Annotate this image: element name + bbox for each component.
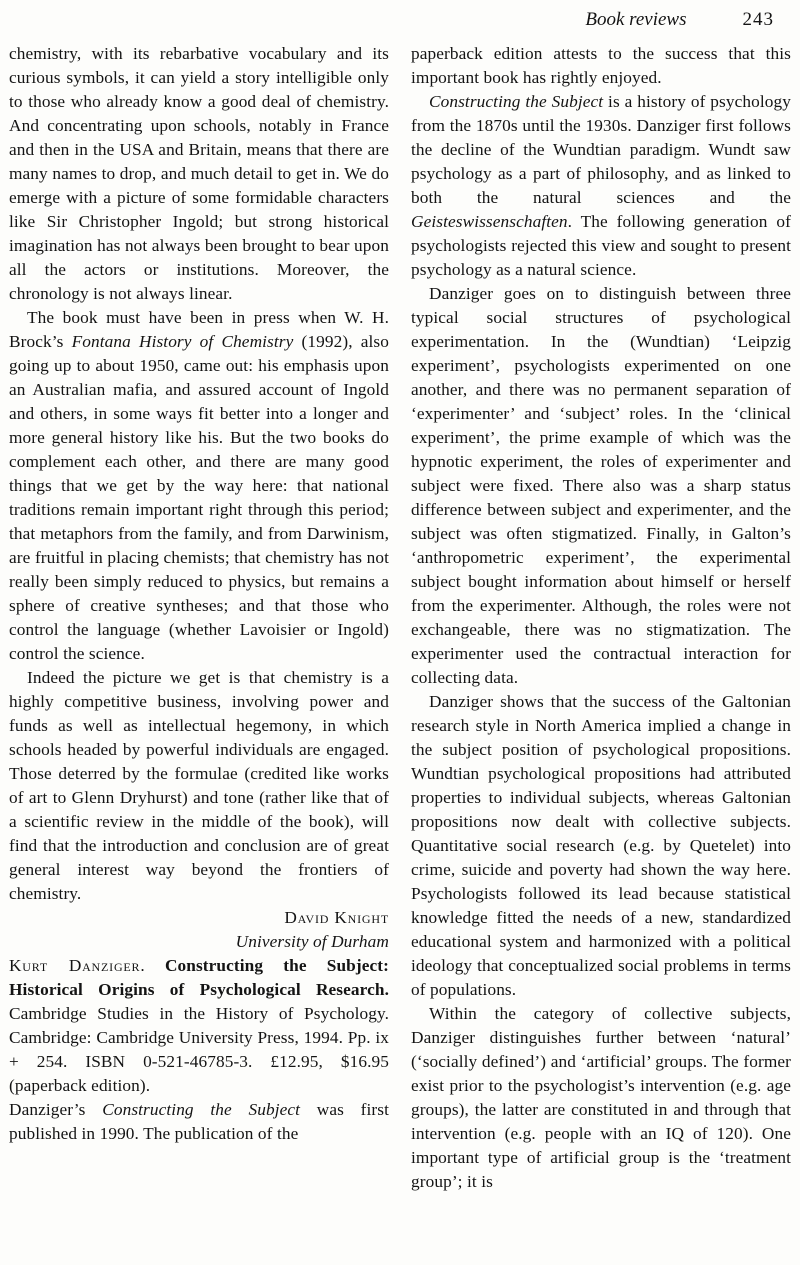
paragraph (411, 1002, 791, 1194)
review-signature (9, 906, 389, 954)
book-citation-heading (9, 954, 389, 1098)
paragraph (411, 690, 791, 1002)
paragraph (9, 306, 389, 666)
page-number: 243 (742, 9, 774, 30)
text-segment: Cambridge Studies in the History of Psychology. Cambridge: Cambridge University Press, 1994. Pp. ix + 254. ISBN 0-521-46785-3. £12.95, $16.95 (paperback edition). (9, 1004, 389, 1095)
text-segment: Within the category of collective subjects, Danziger distinguishes further between ‘natural’ (‘socially defined’) and ‘artificial’ groups. The former exist prior to the psychologist’s intervention (e.g. age groups), the latter are constituted in and through that intervention (e.g. people with an IQ of 120). One important type of artificial group is the ‘treatment group’; it is (411, 1004, 791, 1191)
text-segment: was first published in 1990. The publication of the (9, 1100, 390, 1143)
reviewer-affiliation: University of Durham (235, 932, 389, 951)
two-column-text (9, 42, 790, 1194)
text-segment: Indeed the picture we get is that chemistry is a highly competitive business, involving power and funds as well as intellectual hegemony, in which schools headed by powerful individuals are engaged. Those deterred by the formulae (credited like works of art to Glenn Dryhurst) and tone (rather like that of a scientific review in the middle of the book), will find that the introduction and conclusion are of great general interest way beyond the frontiers of chemistry. (9, 668, 389, 903)
text-segment: Danziger goes on to distinguish between three typical social structures of psychological experimentation. In the (Wundtian) ‘Leipzig experiment’, psychologists experimented on one another, and there was no permanent separation of ‘experimenter’ and ‘subject’ roles. In the ‘clinical experiment’, the prime example of which was the hypnotic experiment, the roles of experimenter and subject were fixed. There also was a sharp status difference between subject and experimenter, and the subject was often stigmatized. Finally, in Galton’s ‘anthropometric experiment’, the experimental subject bought information about himself or herself from the experimenter. Although, the roles were not exchangeable, there was no stigmatization. The experimenter used the contractual interaction for collecting data. (411, 284, 791, 687)
paragraph (9, 1098, 389, 1146)
text-segment: chemistry, with its rebarbative vocabulary and its curious symbols, it can yield a story intelligible only to those who already know a good deal of chemistry. And concentrating upon schools, notably in France and then in the USA and Britain, means that there are many names to drop, and much detail to get in. We do emerge with a picture of some formidable characters like Sir Christopher Ingold; but strong historical imagination has not always been brought to bear upon all the actors or institutions. Moreover, the chronology is not always linear. (9, 44, 389, 303)
text-segment: Danziger shows that the success of the Galtonian research style in North America implied a change in the subject position of psychological propositions. Wundtian psychological propositions had attributed properties to individual subjects, whereas Galtonian propositions now dealt with collective subjects. Quantitative social research (e.g. by Quetelet) into crime, suicide and poverty had shown the way here. Psychologists followed its lead because statistical knowledge fitted the needs of a new, standardized educational system and harmonized with a political ideology that conceptualized social problems in terms of populations. (411, 692, 791, 999)
text-segment: Constructing the Subject (429, 92, 604, 111)
running-head-title: Book reviews (585, 9, 687, 30)
text-segment: . The following generation of psychologists rejected this view and sought to present psychology as a natural science. (411, 212, 791, 279)
paragraph-continuation (9, 42, 389, 306)
text-segment: Geisteswissenschaften (411, 212, 568, 231)
text-segment: paperback edition attests to the success that this important book has rightly enjoyed. (411, 44, 791, 87)
left-column (9, 42, 389, 1194)
text-segment: Danziger’s (9, 1100, 103, 1119)
paragraph (411, 90, 791, 282)
text-segment: Constructing the Subject (102, 1100, 301, 1119)
paragraph (9, 666, 389, 906)
text-segment: (1992), also going up to about 1950, came out: his emphasis upon an Australian mafia, and assured account of Ingold and others, in some ways fit better into a longer and more general history like his. But the two books do complement each other, and there are many good things that we get by the way here: that national traditions remain important right through this period; that metaphors from the family, and from Darwinism, are fruitful in placing chemists; that chemistry has not really been simply reduced to physics, but remains a sphere of creative syntheses; and that those who control the language (whether Lavoisier or Ingold) control the science. (9, 332, 389, 663)
text-segment: The book must have been in press when W. H. Brock’s (9, 308, 389, 351)
paragraph (411, 282, 791, 690)
right-column (411, 42, 791, 1194)
text-segment: Constructing the Subject: Historical Origins of Psychological Research. (9, 956, 389, 999)
paragraph-continuation (411, 42, 791, 90)
text-segment: Fontana History of Chemistry (71, 332, 294, 351)
reviewer-name: David Knight (284, 908, 389, 927)
text-segment: Kurt Danziger (9, 956, 141, 975)
text-segment: is a history of psychology from the 1870s until the 1930s. Danziger first follows the decline of the Wundtian paradigm. Wundt saw psychology as a part of philosophy, and as linked to both the natural sciences and the (411, 92, 791, 207)
running-head (9, 8, 790, 36)
text-segment: . (140, 956, 165, 975)
